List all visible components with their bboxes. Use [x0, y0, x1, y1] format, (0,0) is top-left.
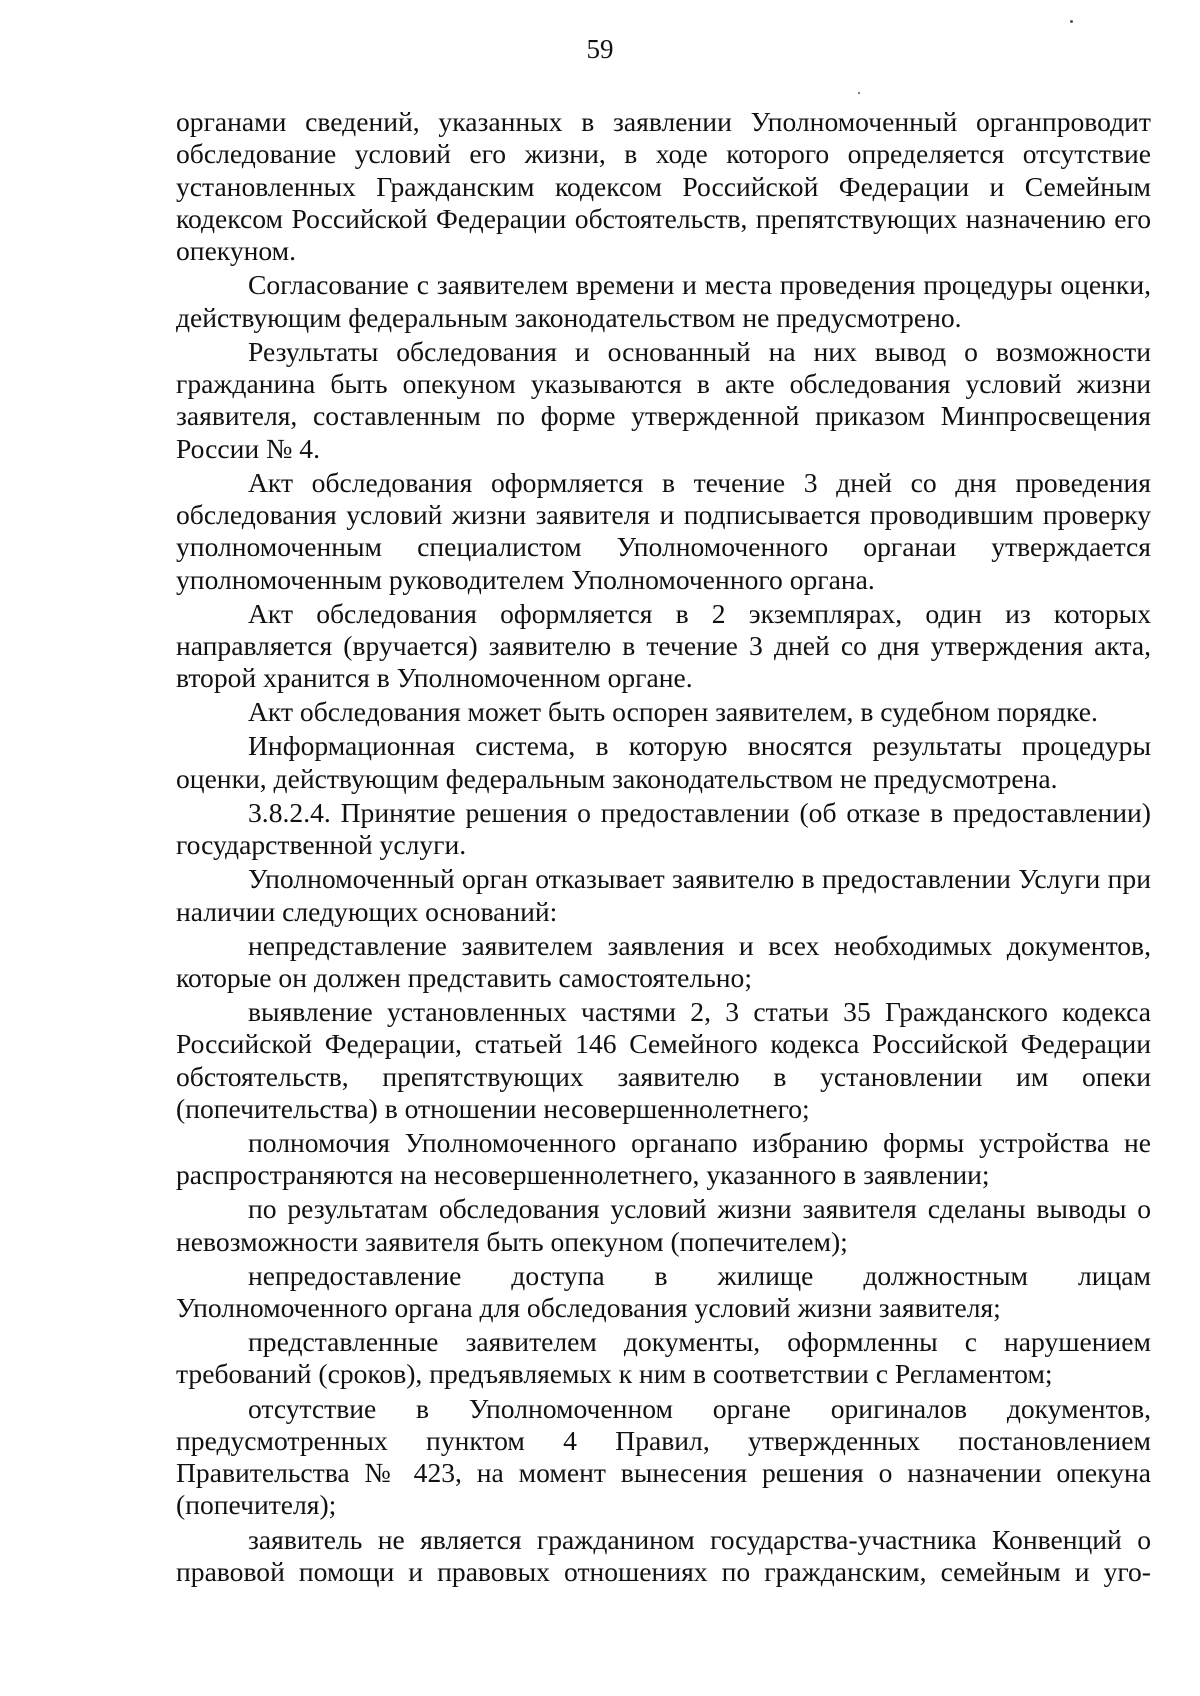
paragraph: отсутствие в Уполномоченном органе оригиналов документов, предусмотренных пунктом 4 Правил, утвержденных постановлением Правительства № 423, на момент вынесения решения о назначении опекуна (попечителя); — [176, 1392, 1151, 1521]
scan-speck — [1070, 20, 1073, 23]
paragraph: полномочия Уполномоченного органапо избранию формы устройства не распространяются на несовершеннолетнего, указанного в заявлении; — [176, 1126, 1151, 1191]
paragraph: Уполномоченный орган отказывает заявителю в предоставлении Услуги при наличии следующих оснований: — [176, 863, 1151, 927]
page-number: 59 — [586, 34, 614, 64]
paragraph: Акт обследования оформляется в 2 экземплярах, один из которых направляется (вручается) заявителю в течение 3 дней со дня утверждения акта, второй хранится в Уполномоченном органе. — [176, 597, 1151, 694]
paragraph: по результатам обследования условий жизни заявителя сделаны выводы о невозможности заявителя быть опекуном (попечителем); — [176, 1193, 1151, 1257]
paragraph: непредоставление доступа в жилище должностным лицам Уполномоченного органа для обследования условий жизни заявителя; — [176, 1259, 1151, 1324]
document-body — [176, 106, 1151, 1590]
paragraph: представленные заявителем документы, оформленны с нарушением требований (сроков), предъявляемых к ним в соответствии с Регламентом; — [176, 1326, 1151, 1390]
paragraph: Акт обследования оформляется в течение 3 дней со дня проведения обследования условий жизни заявителя и подписывается проводившим проверку уполномоченным специалистом Уполномоченного органаи утверждается уполномоченным руководителем Уполномоченного органа. — [176, 466, 1151, 595]
paragraph: 3.8.2.4. Принятие решения о предоставлении (об отказе в предоставлении) государственной услуги. — [176, 796, 1151, 861]
paragraph: выявление установленных частями 2, 3 статьи 35 Гражданского кодекса Российской Федерации, статьей 146 Семейного кодекса Российской Федерации обстоятельств, препятствующих заявителю в установлении им опеки (попечительства) в отношении несовершеннолетнего; — [176, 995, 1151, 1124]
paragraph: Акт обследования может быть оспорен заявителем, в судебном порядке. — [248, 696, 1098, 728]
paragraph: непредставление заявителем заявления и всех необходимых документов, которые он должен представить самостоятельно; — [176, 929, 1151, 993]
paragraph: заявитель не является гражданином государства-участника Конвенций о правовой помощи и правовых отношениях по гражданским, семейным и уго- — [176, 1523, 1151, 1587]
paragraph: Информационная система, в которую вносятся результаты процедуры оценки, действующим федеральным законодательством не предусмотрена. — [176, 730, 1151, 794]
paragraph: Результаты обследования и основанный на них вывод о возможности гражданина быть опекуном указываются в акте обследования условий жизни заявителя, составленным по форме утвержденной приказом Минпросвещения России № 4. — [176, 335, 1151, 464]
scan-speck — [858, 92, 860, 94]
paragraph: Согласование с заявителем времени и места проведения процедуры оценки, действующим федеральным законодательством не предусмотрено. — [176, 269, 1151, 333]
paragraph: органами сведений, указанных в заявлении Уполномоченный органпроводит обследование условий его жизни, в ходе которого определяется отсутствие установленных Гражданским кодексом Российской Федерации и Семейным кодексом Российской Федерации обстоятельств, препятствующих назначению его опекуном. — [176, 106, 1151, 267]
